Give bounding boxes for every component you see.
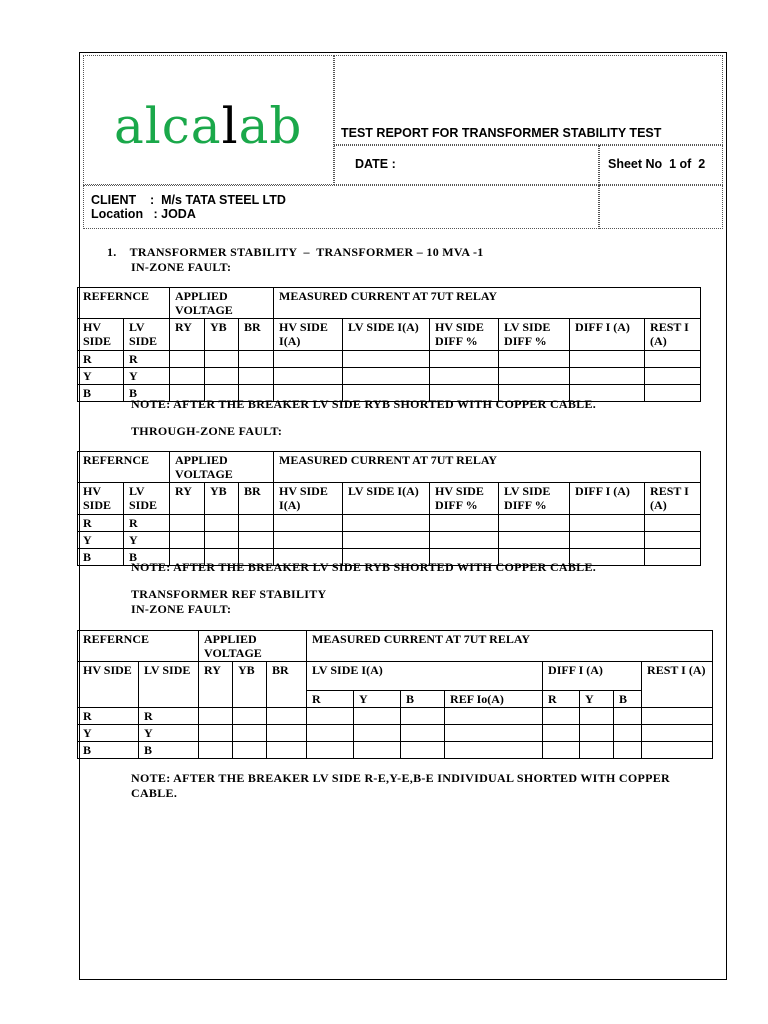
header-measured-current: MEASURED CURRENT AT 7UT RELAY	[274, 288, 701, 319]
col-hv-current: HV SIDE I(A)	[274, 319, 343, 351]
section1-heading: 1. TRANSFORMER STABILITY – TRANSFORMER – 10 MVA -1	[107, 245, 484, 259]
table-row	[78, 515, 701, 532]
row-hv: Y	[78, 725, 139, 742]
sub-diff-r: R	[543, 691, 580, 708]
col-lv-diff: LV SIDE DIFF %	[499, 483, 570, 515]
header-applied-voltage: APPLIED VOLTAGE	[170, 452, 274, 483]
sub-lv-r: R	[307, 691, 354, 708]
ref-stability-table	[77, 630, 713, 759]
alcalab-logo	[114, 96, 302, 156]
row-lv: Y	[124, 368, 170, 385]
sub-lv-b: B	[401, 691, 445, 708]
col-ry: RY	[170, 319, 205, 351]
header-measured-current: MEASURED CURRENT AT 7UT RELAY	[307, 631, 713, 662]
through-zone-fault-table	[77, 451, 701, 566]
col-lv-current: LV SIDE I(A)	[343, 319, 430, 351]
col-lv-side: LV SIDE	[124, 319, 170, 351]
row-hv: Y	[78, 368, 124, 385]
sub-ref-io: REF Io(A)	[445, 691, 543, 708]
col-br: BR	[239, 319, 274, 351]
client-side-box	[599, 185, 723, 229]
header-applied-voltage: APPLIED VOLTAGE	[170, 288, 274, 319]
col-hv-diff: HV SIDE DIFF %	[430, 483, 499, 515]
row-lv: B	[139, 742, 199, 759]
col-diff-current-group: DIFF I (A)	[543, 662, 642, 691]
col-hv-side: HV SIDE	[78, 662, 139, 708]
row-lv: R	[124, 351, 170, 368]
report-title: TEST REPORT FOR TRANSFORMER STABILITY TEST	[341, 126, 662, 140]
row-hv: R	[78, 708, 139, 725]
sheet-number: Sheet No 1 of 2	[608, 157, 706, 171]
row-lv: R	[124, 515, 170, 532]
header-reference: REFERNCE	[78, 288, 170, 319]
header-applied-voltage: APPLIED VOLTAGE	[199, 631, 307, 662]
section3-heading: TRANSFORMER REF STABILITY	[131, 587, 327, 601]
col-br: BR	[267, 662, 307, 708]
col-rest-current: REST I (A)	[642, 662, 713, 708]
col-diff-current: DIFF I (A)	[570, 319, 645, 351]
row-lv: B	[124, 549, 170, 566]
col-yb: YB	[205, 483, 239, 515]
section1-subheading: IN-ZONE FAULT:	[131, 260, 232, 274]
logo-part2: l	[221, 97, 239, 155]
col-rest-current: REST I (A)	[645, 319, 701, 351]
col-yb: YB	[233, 662, 267, 708]
section2-subheading: THROUGH-ZONE FAULT:	[131, 424, 283, 438]
row-hv: B	[78, 385, 124, 402]
row-lv: Y	[124, 532, 170, 549]
row-lv: B	[124, 385, 170, 402]
in-zone-fault-table	[77, 287, 701, 402]
col-lv-current: LV SIDE I(A)	[343, 483, 430, 515]
sub-diff-y: Y	[580, 691, 614, 708]
col-lv-side: LV SIDE	[139, 662, 199, 708]
table-row	[78, 742, 713, 759]
row-hv: B	[78, 742, 139, 759]
row-hv: Y	[78, 532, 124, 549]
col-ry: RY	[199, 662, 233, 708]
sub-lv-y: Y	[354, 691, 401, 708]
header-measured-current: MEASURED CURRENT AT 7UT RELAY	[274, 452, 701, 483]
row-hv: B	[78, 549, 124, 566]
row-lv: R	[139, 708, 199, 725]
col-lv-side: LV SIDE	[124, 483, 170, 515]
sub-diff-b: B	[614, 691, 642, 708]
table-row	[78, 351, 701, 368]
table-row	[78, 725, 713, 742]
row-hv: R	[78, 351, 124, 368]
section1-note: NOTE: AFTER THE BREAKER LV SIDE RYB SHORTED WITH COPPER CABLE.	[131, 397, 597, 411]
col-yb: YB	[205, 319, 239, 351]
table-row	[78, 368, 701, 385]
col-hv-side: HV SIDE	[78, 319, 124, 351]
client-line: CLIENT : M/s TATA STEEL LTD	[91, 193, 286, 207]
col-hv-current: HV SIDE I(A)	[274, 483, 343, 515]
logo-part1: alca	[114, 97, 222, 155]
col-ry: RY	[170, 483, 205, 515]
col-diff-current: DIFF I (A)	[570, 483, 645, 515]
col-br: BR	[239, 483, 274, 515]
section2-note: NOTE: AFTER THE BREAKER LV SIDE RYB SHORTED WITH COPPER CABLE.	[131, 560, 597, 574]
section3-note: NOTE: AFTER THE BREAKER LV SIDE R-E,Y-E,B-E INDIVIDUAL SHORTED WITH COPPER CABLE.	[131, 771, 671, 800]
table-row	[78, 708, 713, 725]
location-line: Location : JODA	[91, 207, 196, 221]
col-lv-diff: LV SIDE DIFF %	[499, 319, 570, 351]
header-reference: REFERNCE	[78, 452, 170, 483]
col-lv-current-group: LV SIDE I(A)	[307, 662, 543, 691]
col-hv-side: HV SIDE	[78, 483, 124, 515]
header-reference: REFERNCE	[78, 631, 199, 662]
col-hv-diff: HV SIDE DIFF %	[430, 319, 499, 351]
table-row	[78, 532, 701, 549]
date-label: DATE :	[355, 157, 396, 171]
row-hv: R	[78, 515, 124, 532]
section3-subheading: IN-ZONE FAULT:	[131, 602, 232, 616]
logo-part3: ab	[238, 97, 303, 155]
col-rest-current: REST I (A)	[645, 483, 701, 515]
row-lv: Y	[139, 725, 199, 742]
